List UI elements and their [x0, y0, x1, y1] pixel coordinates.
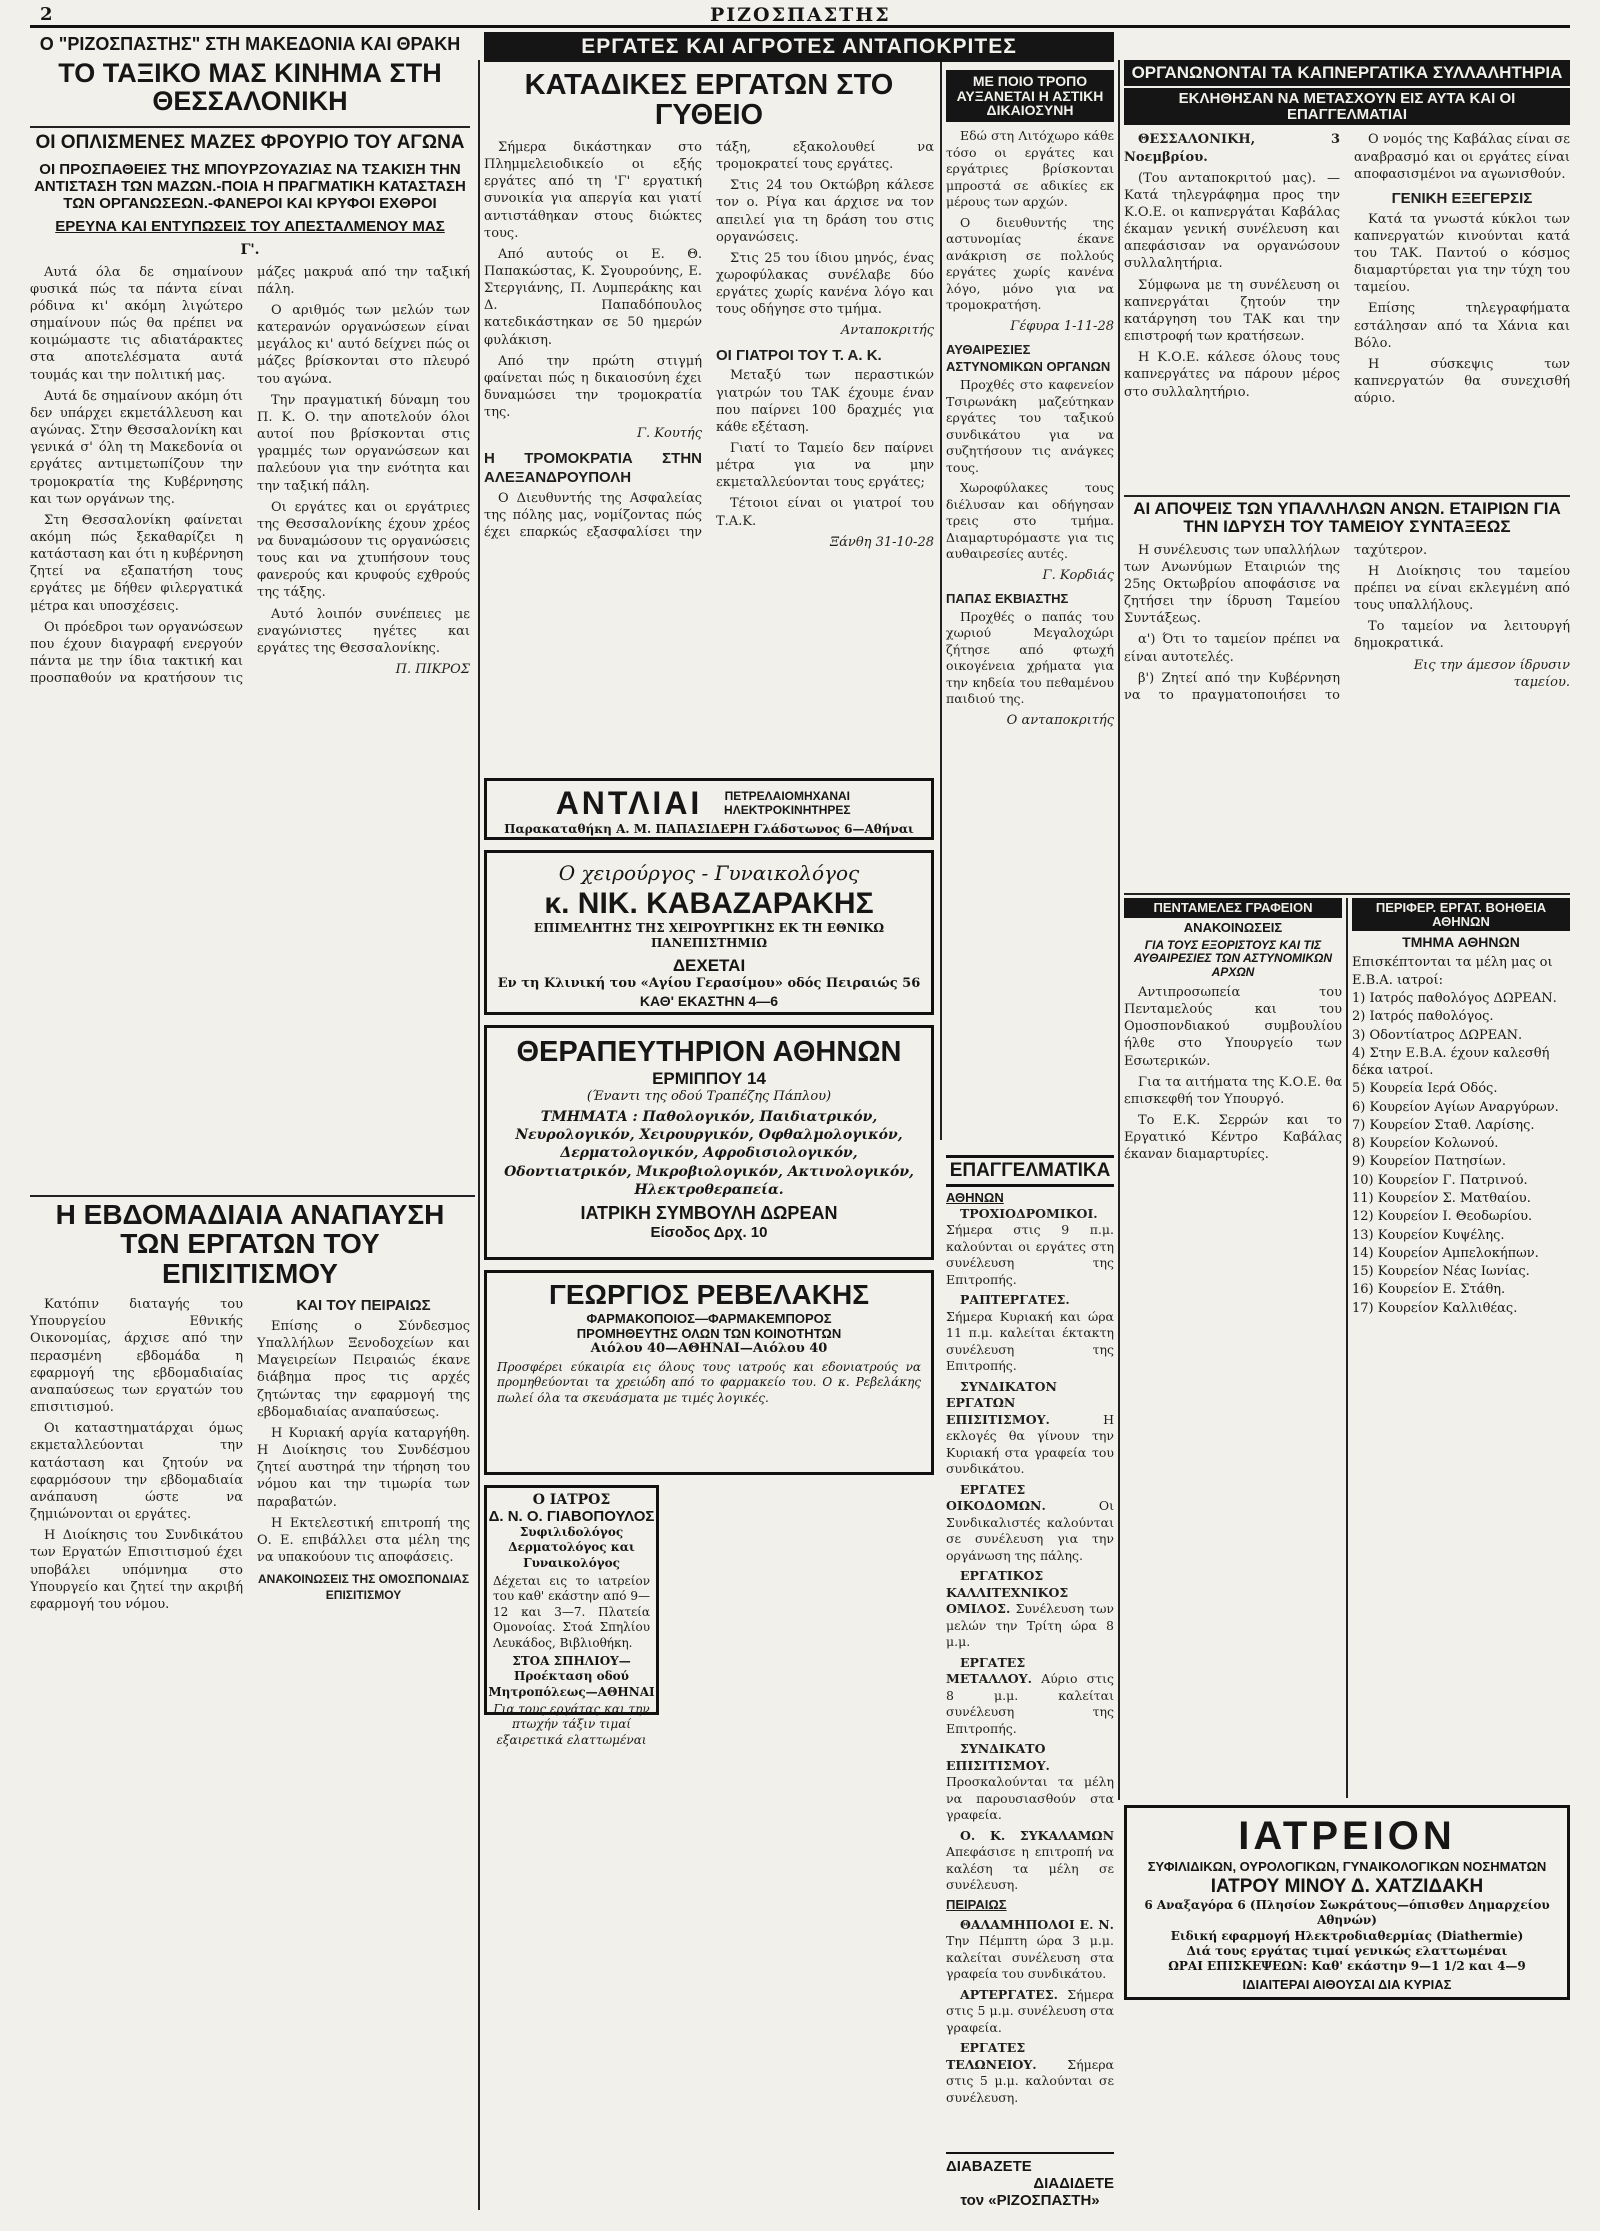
- paragraph: Την πραγματική δύναμη του Π. Κ. Ο. την αποτελούν όλοι αυτοί που βρίσκονται στις γραμμές των οργανώσεων και παλεύουν για την ενότητα και την ταξική πάλη.: [257, 392, 470, 494]
- ad-line: 6 Αναξαγόρα 6 (Πλησίον Σωκράτους—όπισθεν Δημαρχείου Αθηνών): [1144, 1898, 1550, 1928]
- list-item: 5) Κουρεία Ιερά Οδός.: [1352, 1081, 1498, 1097]
- signature: Γ. Κουτής: [637, 426, 702, 442]
- ad-name: ΙΑΤΡΟΥ ΜΙΝΟΥ Δ. ΧΑΤΖΙΔΑΚΗ: [1210, 1876, 1484, 1897]
- notice-head: ΕΡΓΑΤΙΚΟΣ ΚΑΛΛΙΤΕΧΝΙΚΟΣ ΟΜΙΛΟΣ.: [946, 1568, 1069, 1617]
- ad-name: Δ. Ν. Ο. ΓΙΑΒΟΠΟΥΛΟΣ: [488, 1508, 655, 1525]
- paragraph: Στις 24 του Οκτώβρη κάλεσε τον ο. Ρίγα και άρχισε να τον απειλεί για τη δράση του στις οργανώσεις.: [716, 178, 934, 245]
- article-body: [946, 128, 1114, 729]
- article-headline: ΤΟ ΤΑΞΙΚΟ ΜΑΣ ΚΙΝΗΜΑ ΣΤΗ ΘΕΣΣΑΛΟΝΙΚΗ: [58, 58, 442, 117]
- article-headline-secondary: ΕΚΛΗΘΗΣΑΝ ΝΑ ΜΕΤΑΣΧΟΥΝ ΕΙΣ ΑΥΤΑ ΚΑΙ ΟΙ ΕΠΑΓΓΕΛΜΑΤΙΑΙ: [1124, 88, 1570, 126]
- section-head: ΠΕΝΤΑΜΕΛΕΣ ΓΡΑΦΕΙΟΝ: [1124, 898, 1342, 918]
- section-subhead: ΑΝΑΚΟΙΝΩΣΕΙΣ: [1183, 919, 1283, 935]
- article-subhead-secondary: ΕΡΕΥΝΑ ΚΑΙ ΕΝΤΥΠΩΣΕΙΣ ΤΟΥ ΑΠΕΣΤΑΛΜΕΝΟΥ ΜΑΣ: [55, 218, 445, 236]
- ad-address: ΕΡΜΙΠΠΟΥ 14: [652, 1069, 766, 1088]
- list-item: 6) Κουρείον Αγίων Αναργύρων.: [1352, 1099, 1559, 1115]
- paragraph: Αυτά δε σημαίνουν ακόμη ότι δεν υπάρχει εκμετάλλευση και αγώνας. Στην Θεσσαλονίκη και γενικά σ' όλη τη Μακεδονία οι εργάτες αντιμετωπίζουν την τρομοκρατία της Κυβέρνησης και των οργάνων της.: [30, 388, 243, 507]
- banner: [484, 32, 1114, 62]
- section-head: ΑΝΑΚΟΙΝΩΣΕΙΣ ΤΗΣ ΟΜΟΣΠΟΝΔΙΑΣ ΕΠΙΣΙΤΙΣΜΟΥ: [257, 1572, 470, 1602]
- banner-headline: ΕΡΓΑΤΕΣ ΚΑΙ ΑΓΡΟΤΕΣ ΑΝΤΑΠΟΚΡΙΤΕΣ: [581, 35, 1017, 58]
- signature: Ο ανταποκριτής: [1006, 712, 1114, 728]
- paragraph: Ο διευθυντής της αστυνομίας έκανε ανάκριση σε πολλούς εργάτες χωρίς κανένα λόγο, μόνο για να τρομοκρατήση.: [946, 214, 1114, 313]
- paper-name: ΡΙΖΟΣΠΑΣΤΗΣ: [710, 4, 891, 26]
- paragraph: Εδώ στη Λιτόχωρο κάθε τόσο οι εργάτες και εργάτριες βρίσκονται μπροστά σε αδικίες εκ μέρους των αρχών.: [946, 128, 1114, 210]
- notice-head: ΘΑΛΑΜΗΠΟΛΟΙ Ε. Ν.: [960, 1916, 1114, 1932]
- paragraph: Κατά τα γνωστά κύκλοι των καπνεργατών κινούνται κατά του ΤΑΚ. Παντού ο κόσμος διαμαρτύρεται για την τύχη του ταμείου.: [1354, 211, 1570, 296]
- ad-desc: ΣΥΦΙΛΙΔΙΚΩΝ, ΟΥΡΟΛΟΓΙΚΩΝ, ΓΥΝΑΙΚΟΛΟΓΙΚΩΝ ΝΟΣΗΜΑΤΩΝ: [1147, 1859, 1547, 1874]
- list-item: 1) Ιατρός παθολόγος ΔΩΡΕΑΝ.: [1352, 990, 1557, 1006]
- article-justice: [946, 70, 1114, 1150]
- ad-address: ΣΤΟΑ ΣΠΗΛΙΟΥ—Προέκταση οδού Μητροπόλεως—ΑΘΗΝΑΙ: [488, 1653, 655, 1699]
- ad-text: Προσφέρει εύκαιρία εις όλους τους ιατρούς και εδονιατρούς να προμηθεύονται τα χρειώδη από το φαρμακείο του. Ο κ. Ρεβελάκης πωλεί όλα τα σκευάσματα με τιμές λογικές.: [497, 1360, 921, 1405]
- paragraph: (Του ανταποκριτού μας). — Κατά τηλεγράφημα προς την Κ.Ο.Ε. οι καπνεργάται Καβάλας έκαμαν γενική συνέλευση και απεφάσισαν να οργανώσουν συλλαλητήρια.: [1124, 170, 1340, 272]
- ad-text: Δέχεται εις το ιατρείον του καθ' εκάστην από 9—12 και 3—7. Πλατεία Ομονοίας. Στοά Σπηλίου Λευκάδος, Βιβλιοθήκη.: [493, 1574, 650, 1650]
- notices-body: [946, 1206, 1114, 2106]
- ad-desc: ΦΑΡΜΑΚΟΠΟΙΟΣ—ΦΑΡΜΑΚΕΜΠΟΡΟΣ: [586, 1311, 832, 1326]
- article-kicker: Ο "ΡΙΖΟΣΠΑΣΤΗΣ" ΣΤΗ ΜΑΚΕΔΟΝΙΑ ΚΑΙ ΘΡΑΚΗ: [39, 34, 461, 54]
- ad-line: Παρακαταθήκη Α. Μ. ΠΑΠΑΣΙΔΕΡΗ Γλάδστωνος 6—Αθήναι: [504, 822, 914, 836]
- paragraph: Η Διοίκησις του Συνδικάτου των Εργατών Επισιτισμού έχει υποβάλει υπόμνημα στο Υπουργείο και ζητεί την ακριβή εφαρμογή του νόμου.: [30, 1528, 243, 1612]
- list-item: 11) Κουρείον Σ. Ματθαίου.: [1352, 1191, 1531, 1207]
- paragraph: Η σύσκεψις των καπνεργατών θα συνεχισθή αύριο.: [1354, 356, 1570, 407]
- notice-head: ΕΡΓΑΤΕΣ ΤΕΛΩΝΕΙΟΥ.: [946, 2040, 1037, 2072]
- notice-head: ΕΡΓΑΤΕΣ ΟΙΚΟΔΟΜΩΝ.: [946, 1481, 1046, 1514]
- paragraph: Από αυτούς οι Ε. Θ. Παπακώστας, Κ. Σγουρούνης, Ε. Στεργιάνης, Π. Λυμπεράκης και Δ. Παπαδόπουλος κατεδικάστηκαν σε 50 ημερών φυλάκιση.: [484, 246, 702, 348]
- paragraph: Η συνέλευσις των υπαλλήλων των Ανωνύμων Εταιριών της 25ης Οκτωβρίου αποφάσισε να ζητήσει την ίδρυση Ταμείου Συντάξεως.: [1124, 542, 1340, 627]
- column-divider: [1346, 898, 1348, 1798]
- city-head: ΠΕΙΡΑΙΩΣ: [946, 1896, 1007, 1912]
- ad-title: ΑΝΤΛΙΑΙ: [555, 785, 703, 821]
- paragraph: Οι εργάτες και οι εργάτριες της Θεσσαλονίκης έχουν χρέος να δυναμώσουν τις οργανώσεις τους και να χτυπήσουν τους φανερούς και κρυφούς εχθρούς της τάξης.: [257, 499, 470, 601]
- ad-desc: ΠΡΟΜΗΘΕΥΤΗΣ ΟΛΩΝ ΤΩΝ ΚΟΙΝΟΤΗΤΩΝ: [576, 1326, 842, 1341]
- article-weekly-rest: [30, 1200, 470, 2210]
- ad-desc: ΕΠΙΜΕΛΗΤΗΣ ΤΗΣ ΧΕΙΡΟΥΡΓΙΚΗΣ ΕΚ ΤΗ ΕΘΝΙΚΩ ΠΑΝΕΠΙΣΤΗΜΙΩ: [533, 921, 885, 951]
- paragraph: Από την πρώτη στιγμή φαίνεται πώς η δικαιοσύνη έχει δυναμώσει την τρομοκρατία της.: [484, 353, 702, 421]
- promo-line: ΔΙΑΔΙΔΕΤΕ: [1033, 2175, 1114, 2192]
- paragraph: Οι καταστηματάρχαι όμως εκμεταλλεύονται την κατάσταση και ζητούν να εφαρμόσουν την εβδομαδιαία ανάπαυση ώστε να ζημιώνονται οι εργάτες.: [30, 1421, 243, 1523]
- article-body: [1124, 984, 1342, 1164]
- column-divider: [478, 60, 480, 2210]
- paragraph: Η Κυριακή αργία καταργήθη. Η Διοίκησις του Συνδέσμου ζητεί αυστηρά την τήρηση του νόμου και την τιμωρία των παραβατών.: [257, 1425, 470, 1510]
- paragraph: Η Διοίκησις του ταμείου πρέπει να είναι εκλεγμένη από τους υπαλλήλους.: [1354, 563, 1570, 614]
- article-headline: ΜΕ ΠΟΙΟ ΤΡΟΠΟ ΑΥΞΑΝΕΤΑΙ Η ΑΣΤΙΚΗ ΔΙΚΑΙΟΣΥΝΗ: [946, 70, 1114, 122]
- list-item: 8) Κουρείον Κολωνού.: [1352, 1136, 1499, 1152]
- ad-receives: ΔΕΧΕΤΑΙ: [672, 955, 746, 975]
- notice-head: ΤΡΟΧΙΟΔΡΟΜΙΚΟΙ.: [960, 1205, 1098, 1221]
- article-pension-fund: [1124, 500, 1570, 890]
- workers-aid-athens: [1352, 898, 1570, 1798]
- column-divider: [940, 60, 942, 1140]
- paragraph: Ο νομός της Καβάλας είναι σε αναβρασμό και οι εργάτες είναι αποφασισμένοι να αγωνισθούν.: [1354, 132, 1570, 182]
- promo-line: τον «ΡΙΖΟΣΠΑΣΤΗ»: [960, 2192, 1100, 2209]
- notice-text: Οι Συνδικαλιστές καλούνται σε συνέλευση για την οργάνωση της πάλης.: [946, 1498, 1114, 1563]
- ad-desc: Συφιλιδολόγος Δερματολόγος και Γυναικολόγος: [508, 1525, 635, 1570]
- notice-head: ΕΡΓΑΤΕΣ ΜΕΤΑΛΛΟΥ.: [946, 1654, 1032, 1687]
- ad-departments: ΤΜΗΜΑΤΑ : Παθολογικόν, Παιδιατρικόν, Νευρολογικόν, Χειρουργικόν, Οφθαλμολογικόν, Δερματολογικόν, Αφροδισιολογικόν, Οδοντιατρικόν, Μικροβιολογικόν, Ακτινολογικόν, Ηλεκτροθεραπεία.: [504, 1109, 914, 1198]
- ad-therapeutirion: [484, 1025, 934, 1260]
- section-head: ΚΑΙ ΤΟΥ ΠΕΙΡΑΙΩΣ: [296, 1297, 431, 1315]
- paragraph: Η Εκτελεστική επιτροπή της Ο. Ε. επιβάλλει στα μέλη της να υπακούουν τις αποφάσεις.: [257, 1515, 470, 1565]
- article-body: [30, 1296, 470, 2216]
- paragraph: Προχθές στο καφενείον Τσιρωνάκη μαζεύτηκαν εργάτες του ταξικού συνδικάτου για να συζητήσουν τις ανάγκες τους.: [946, 377, 1114, 475]
- notice-head: Ο. Κ. ΣΥΚΑΛΑΜΩΝ: [960, 1827, 1114, 1843]
- paragraph: Η Κ.Ο.Ε. κάλεσε όλους τους καπνεργάτες να πάρουν μέρος στο συλλαλητήριο.: [1124, 350, 1340, 400]
- dateline: ΘΕΣΣΑΛΟΝΙΚΗ, 3 Νοεμβρίου.: [1124, 132, 1340, 165]
- ad-free: ΙΑΤΡΙΚΗ ΣΥΜΒΟΥΛΗ ΔΩΡΕΑΝ: [580, 1202, 838, 1223]
- paragraph: Σύμφωνα με τη συνέλευση οι καπνεργάται ζητούν την κατάργηση του ΤΑΚ και την επιστροφή των κρατήσεων.: [1124, 277, 1340, 345]
- notice-text: Αύριο στις 8 μ.μ. καλείται συνέλευση της Επιτροπής.: [946, 1671, 1114, 1736]
- ad-name: ΓΕΩΡΓΙΟΣ ΡΕΒΕΛΑΚΗΣ: [549, 1279, 869, 1310]
- ad-iatreion: [1124, 1805, 1570, 2000]
- ad-title: ΘΕΡΑΠΕΥΤΗΡΙΟΝ ΑΘΗΝΩΝ: [516, 1036, 902, 1068]
- notice-head: ΣΥΝΔΙΚΑΤΟ ΕΠΙΣΙΤΙΣΜΟΥ.: [946, 1741, 1050, 1773]
- paragraph: Επίσης τηλεγραφήματα εστάλησαν από τα Χάνια και Βόλο.: [1354, 301, 1570, 351]
- notice-text: Η εκλογές θα γίνουν την Κυριακή στα γραφεία του συνδικάτου.: [946, 1411, 1114, 1477]
- article-subhead: ΟΙ ΠΡΟΣΠΑΘΕΙΕΣ ΤΗΣ ΜΠΟΥΡΖΟΥΑΖΙΑΣ ΝΑ ΤΣΑΚΙΣΗ ΤΗΝ ΑΝΤΙΣΤΑΣΗ ΤΩΝ ΜΑΖΩΝ.-ΠΟΙΑ Η ΠΡΑΓΜΑΤΙΚΗ ΚΑΤΑΣΤΑΣΗ ΤΩΝ ΟΡΓΑΝΩΣΕΩΝ.-ΦΑΝΕΡΟΙ ΚΑΙ ΚΡΥΦΟΙ ΕΧΘΡΟΙ: [34, 160, 466, 213]
- section-head: ΠΕΡΙΦΕΡ. ΕΡΓΑΤ. ΒΟΗΘΕΙΑ ΑΘΗΝΩΝ: [1352, 898, 1570, 931]
- paragraph: α') Ότι το ταμείον πρέπει να είναι αυτοτελές.: [1124, 632, 1340, 665]
- section-head: ΑΥΘΑΙΡΕΣΙΕΣ ΑΣΤΥΝΟΜΙΚΩΝ ΟΡΓΑΝΩΝ: [946, 341, 1111, 374]
- notice-text: Συνέλευση των μελών την Τρίτη ώρα 8 μ.μ.: [946, 1601, 1114, 1650]
- section-head: ΕΠΑΓΓΕΛΜΑΤΙΚΑ: [946, 1155, 1114, 1187]
- signature: Γέφυρα 1-11-28: [1010, 318, 1114, 334]
- paragraph: Επίσης ο Σύνδεσμος Υπαλλήλων Ξενοδοχείων και Μαγειρείων Πειραιώς έκανε διάβημα προς τις αρχές ζητώντας την εφαρμογή της εβδομαδιαίας αναπαύσεως.: [257, 1318, 470, 1420]
- ad-note: (Έναντι της οδού Τραπέζης Πάπλου): [586, 1089, 832, 1104]
- section-mark: Γ'.: [240, 241, 260, 258]
- announcements-bureau: [1124, 898, 1342, 1798]
- list-item: 17) Κουρείον Καλλιθέας.: [1352, 1300, 1518, 1316]
- professional-notices: [946, 1155, 1114, 2215]
- section-divider: [30, 1195, 475, 1197]
- paragraph: Σήμερα δικάστηκαν στο Πλημμελειοδικείο οι εξής εργάτες από τη 'Γ' εργατική συνοικία για απεργία και γιατί αντιστάθηκαν στους διώκτες τους.: [484, 139, 702, 241]
- notice-head: ΣΥΝΔΙΚΑΤΟΝ ΕΡΓΑΤΩΝ ΕΠΙΣΙΤΙΣΜΟΥ.: [946, 1378, 1057, 1427]
- list-intro: Επισκέπτονται τα μέλη μας οι Ε.Β.Α. ιατροί:: [1352, 955, 1553, 988]
- article-body: [1124, 131, 1570, 491]
- article-gytheio: [484, 70, 934, 770]
- article-body: [1124, 542, 1570, 872]
- paragraph: Χωροφύλακες τους διέλυσαν και οδήγησαν τρεις στο τμήμα. Διαμαρτυρόμαστε για τις αυθαιρεσίες αυτές.: [946, 480, 1114, 562]
- ad-line: Διά τους εργάτας τιμαί γενικώς ελαττωμέναι: [1186, 1944, 1508, 1959]
- article-headline: Η ΕΒΔΟΜΑΔΙΑΙΑ ΑΝΑΠΑΥΣΗ ΤΩΝ ΕΡΓΑΤΩΝ ΤΟΥ ΕΠΙΣΙΤΙΣΜΟΥ: [55, 1199, 445, 1289]
- article-tobacco-rallies: [1124, 60, 1570, 490]
- signature: Εις την άμεσον ίδρυσιν ταμείου.: [1413, 657, 1570, 690]
- notice-text: Σήμερα Κυριακή και ώρα 11 π.μ. καλείται έκτακτη συνέλευση της Επιτροπής.: [946, 1308, 1114, 1374]
- list-item: 14) Κουρείον Αμπελοκήπων.: [1352, 1245, 1539, 1261]
- article-headline: ΟΡΓΑΝΩΝΟΝΤΑΙ ΤΑ ΚΑΠΝΕΡΓΑΤΙΚΑ ΣΥΛΛΑΛΗΤΗΡΙΑ: [1124, 60, 1570, 86]
- paragraph: β') Ζητεί από την Κυβέρνηση να το πραγματοποιήσει το ταχύτερον.: [1124, 542, 1428, 703]
- ad-line: Ειδική εφαρμογή Ηλεκτροδιαθερμίας (Diathermie): [1170, 1928, 1524, 1943]
- city-head: ΑΘΗΝΩΝ: [946, 1189, 1004, 1205]
- promo-box: [946, 2152, 1114, 2209]
- paragraph: Το Ε.Κ. Σερρών και το Εργατικό Κέντρο Καβάλας έκαναν διαμαρτυρίες.: [1124, 1113, 1342, 1163]
- list-item: 10) Κουρείον Γ. Πατρινού.: [1352, 1172, 1528, 1188]
- list-item: 2) Ιατρός παθολόγος.: [1352, 1009, 1494, 1025]
- promo-line: ΔΙΑΒΑΖΕΤΕ: [946, 2158, 1032, 2175]
- ad-hours: ΚΑΘ' ΕΚΑΣΤΗΝ 4—6: [639, 992, 779, 1009]
- paragraph: Γιατί το Ταμείο δεν παίρνει μέτρα για να μην εκμεταλλεύονται τους εργάτες;: [716, 441, 934, 491]
- list-item: 4) Στην Ε.Β.Α. έχουν καλεσθή δέκα ιατροί.: [1352, 1045, 1550, 1079]
- notice-head: ΡΑΠΤΕΡΓΑΤΕΣ.: [960, 1292, 1070, 1308]
- paragraph: Στις 25 του ίδιου μηνός, ένας χωροφύλακας συνέλαβε δύο εργάτες χωρίς κανένα λόγο και τους οδήγησε στο τμήμα.: [716, 250, 934, 318]
- paragraph: Αντιπροσωπεία του Πενταμελούς και του Ομοσπονδιακού συμβουλίου ήλθε στο Υπουργείο των Εσωτερικών.: [1124, 984, 1342, 1069]
- section-subhead: ΤΜΗΜΑ ΑΘΗΝΩΝ: [1402, 934, 1520, 951]
- paragraph: Στη Θεσσαλονίκη φαίνεται ακόμη πώς ξεκαθαρίζει η κατάσταση και ότι η κυβέρνηση ζητεί να εξαπατήση τους εργάτες με δήθεν φιλεργατικά μέτρα και υποσχέσεις.: [30, 512, 243, 614]
- list-item: 3) Οδοντίατρος ΔΩΡΕΑΝ.: [1352, 1027, 1523, 1043]
- article-headline: ΑΙ ΑΠΟΨΕΙΣ ΤΩΝ ΥΠΑΛΛΗΛΩΝ ΑΝΩΝ. ΕΤΑΙΡΙΩΝ ΓΙΑ ΤΗΝ ΙΔΡΥΣΗ ΤΟΥ ΤΑΜΕΙΟΥ ΣΥΝΤΑΞΕΩΣ: [1133, 499, 1561, 536]
- list-item: 13) Κουρείον Κυψέλης.: [1352, 1227, 1505, 1243]
- page-number: 2: [40, 4, 53, 25]
- notice-text: Την Πέμπτη ώρα 3 μ.μ. καλείται συνέλευση στα γραφεία του συνδικάτου.: [946, 1933, 1114, 1982]
- section-head: ΟΙ ΓΙΑΤΡΟΙ ΤΟΥ Τ. Α. Κ.: [716, 346, 882, 364]
- column-divider: [1118, 60, 1120, 1800]
- aid-list: [1352, 954, 1570, 1317]
- list-item: 15) Κουρείον Νέας Ιωνίας.: [1352, 1264, 1530, 1280]
- paragraph: Αυτό λοιπόν συνέπειες με εναγώνιστες ηγέτες και εργάτες της Θεσσαλονίκης.: [257, 606, 470, 656]
- paragraph: Κατόπιν διαταγής του Υπουργείου Εθνικής Οικονομίας, άρχισε από την περασμένη εβδομάδα η εφαρμογή της εβδομαδιαίας αναπαύσεως των εργατών του επισιτισμού.: [30, 1297, 243, 1416]
- list-item: 16) Κουρείον Ε. Στάθη.: [1352, 1282, 1506, 1298]
- paragraph: Αυτά όλα δε σημαίνουν φυσικά πώς τα πάντα είναι ρόδινα κι' ακόμη λιγώτερο σημαίνουν πώς θα πρέπει να κοιμώμαστε τις αδιατάρακτες στα αποτελέσματα αυτά τουμάς και την πολιτική μας.: [30, 264, 243, 383]
- ad-antliai: [484, 778, 934, 840]
- article-body: [484, 139, 934, 779]
- masthead: [30, 4, 1570, 28]
- section-divider: [1124, 893, 1570, 895]
- notice-head: ΑΡΤΕΡΓΑΤΕΣ.: [960, 1986, 1058, 2002]
- article-headline: ΚΑΤΑΔΙΚΕΣ ΕΡΓΑΤΩΝ ΣΤΟ ΓΥΘΕΙΟ: [524, 69, 894, 132]
- ad-address: Αιόλου 40—ΑΘΗΝΑΙ—Αιόλου 40: [590, 1341, 828, 1356]
- article-body: [30, 264, 470, 1144]
- ad-top: Ο χειρούργος - Γυναικολόγος: [558, 861, 860, 885]
- section-divider: [1124, 495, 1570, 497]
- ad-top: Ο ΙΑΤΡΟΣ: [532, 1492, 611, 1508]
- paragraph: Για τα αιτήματα της Κ.Ο.Ε. θα επισκεφθή τον Υπουργό.: [1124, 1074, 1342, 1107]
- article-headline-secondary: ΟΙ ΟΠΛΙΣΜΕΝΕΣ ΜΑΖΕΣ ΦΡΟΥΡΙΟ ΤΟΥ ΑΓΩΝΑ: [30, 126, 470, 153]
- list-item: 7) Κουρείον Σταθ. Λαρίσης.: [1352, 1117, 1535, 1133]
- ad-revelakis: [484, 1270, 934, 1475]
- ad-giavopoulos: [484, 1485, 659, 1747]
- paragraph: Ο αριθμός των μελών των κατερανών οργανώσεων είναι μεγάλος κι' αυτό δείχνει πώς οι μάζες βρίσκονται στο πλευρό του αγώνα.: [257, 302, 470, 387]
- ad-fee: Είσοδος Δρχ. 10: [650, 1223, 768, 1241]
- list-item: 9) Κουρείον Πατησίων.: [1352, 1154, 1506, 1170]
- section-head: ΓΕΝΙΚΗ ΕΞΕΓΕΡΣΙΣ: [1391, 189, 1533, 207]
- notice-text: Σήμερα στις 9 π.μ. καλούνται οι εργάτες στη συνέλευση της Επιτροπής.: [946, 1222, 1114, 1287]
- paragraph: Το ταμείον να λειτουργή δημοκρατικά.: [1354, 619, 1570, 652]
- ad-side-text: ΠΕΤΡΕΛΑΙΟΜΗΧΑΝΑΙ ΗΛΕΚΤΡΟΚΙΝΗΤΗΡΕΣ: [724, 789, 851, 817]
- list-item: 12) Κουρείον Ι. Θεοδωρίου.: [1352, 1209, 1533, 1225]
- section-head: ΠΑΠΑΣ ΕΚΒΙΑΣΤΗΣ: [946, 590, 1069, 606]
- notice-text: Σήμερα στις 5 μ.μ. συνέλευση στα γραφεία.: [946, 1986, 1114, 2035]
- signature: Ξάνθη 31-10-28: [830, 534, 934, 550]
- signature: Ανταποκριτής: [840, 323, 934, 339]
- signature: Π. ΠΙΚΡΟΣ: [395, 662, 470, 678]
- paragraph: Τέτοιοι είναι οι γιατροί του Τ.Α.Κ.: [716, 496, 934, 529]
- ad-hours: ΩΡΑΙ ΕΠΙΣΚΕΨΕΩΝ: Καθ' εκάστην 9—1 1/2 και 4—9: [1168, 1959, 1526, 1974]
- notice-text: Προσκαλούνται τα μέλη να παρουσιασθούν στα γραφεία.: [946, 1774, 1114, 1823]
- ad-kavazarakis: [484, 850, 934, 1015]
- ad-name: κ. ΝΙΚ. ΚΑΒΑΖΑΡΑΚΗΣ: [544, 887, 874, 920]
- paragraph: Προχθές ο παπάς του χωριού Μεγαλοχώρι ζήτησε από φτωχή οικογένεια χρήματα για την κηδεία του πεθαμένου παιδιού της.: [946, 608, 1114, 707]
- notice-text: Σήμερα στις 5 μ.μ. καλούνται σε συνέλευση.: [946, 2056, 1114, 2105]
- section-subhead: ΓΙΑ ΤΟΥΣ ΕΞΟΡΙΣΤΟΥΣ ΚΑΙ ΤΙΣ ΑΥΘΑΙΡΕΣΙΕΣ ΤΩΝ ΑΣΤΥΝΟΜΙΚΩΝ ΑΡΧΩΝ: [1133, 937, 1333, 980]
- paragraph: Ο Διευθυντής της Ασφαλείας της πόλης μας, νομίζοντας πώς έχει επαρκώς εξασφαλίσει την τάξη, εξακολουθεί να τρομοκρατεί τους εργάτες.: [484, 139, 934, 541]
- notice-text: Απεφάσισε η επιτροπή να καλέση τα μέλη σε συνέλευση.: [946, 1844, 1114, 1893]
- signature: Γ. Κορδιάς: [1042, 567, 1114, 583]
- ad-clinic: Εν τη Κλινική του «Αγίου Γερασίμου» οδός Πειραιώς 56: [497, 975, 921, 991]
- section-head: Η ΤΡΟΜΟΚΡΑΤΙΑ ΣΤΗΝ ΑΛΕΞΑΝΔΡΟΥΠΟΛΗ: [484, 449, 702, 487]
- paragraph: Οι πρόεδροι των οργανώσεων που έχουν διαγραφή ενεργούν πάντα με την ίδια τακτική και προσπαθούν να κρατήσουν τις μάζες μακρυά από την ταξική πάλη.: [30, 264, 470, 687]
- ad-private: ΙΔΙΑΙΤΕΡΑΙ ΑΙΘΟΥΣΑΙ ΔΙΑ ΚΥΡΙΑΣ: [1242, 1976, 1452, 1992]
- article-thessaloniki: [30, 34, 470, 1194]
- paragraph: Μεταξύ των περαστικών γιατρών του ΤΑΚ έχουμε έναν που παίρνει 100 δραχμές για κάθε εξέταση.: [716, 368, 934, 435]
- ad-title: ΙΑΤΡΕΙΟΝ: [1238, 1814, 1456, 1858]
- ad-note: Για τους εργάτας και την πτωχήν τάξιν τιμαί εξαιρετικά ελαττωμέναι: [493, 1701, 650, 1747]
